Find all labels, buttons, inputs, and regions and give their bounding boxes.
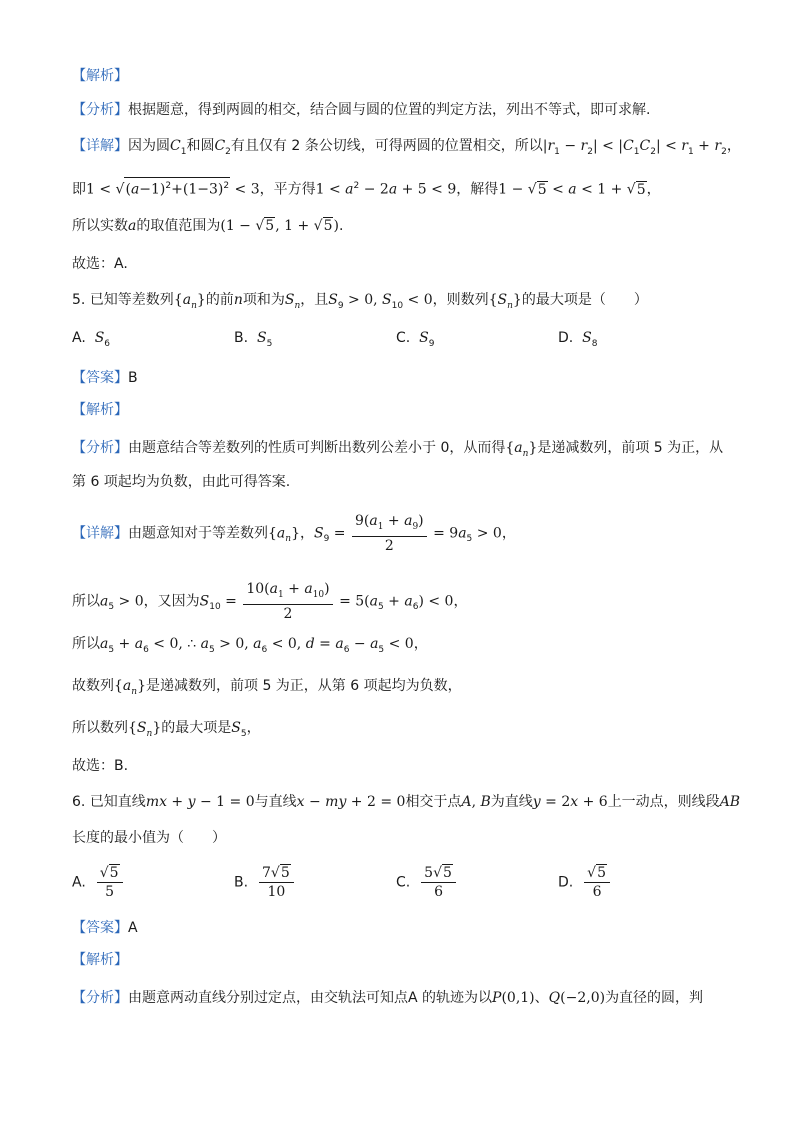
prev-answer: 故选：A.	[72, 256, 128, 272]
q5-detail-line2: 所以$a_5 > 0$，又因为$S_{10}$ = $\frac{10(a_1 + a_{10})}{2}$ = $5(a_5 + a_6) < 0$，	[72, 581, 468, 622]
prev-detail-line2: 即$1 < √(a-1)^2+(1-3)^2 < 3$，平方得$1 < a^2 - 2a + 5 < 9$，解得1 − √5 < a < 1 + √5，	[72, 176, 661, 200]
q5-option-a: A. $S_6$	[72, 330, 111, 349]
q5-stem: 5. 已知等差数列$\{a_n\}$的前n项和为$S_n$，且$S_9 > 0$, $S_{10} < 0$，则数列$\{S_n\}$的最大项是（ ）	[72, 292, 648, 311]
q5-option-d: D. $S_8$	[558, 330, 598, 349]
q6-analysis: 【分析】由题意两动直线分别过定点，由交轨法可知点A 的轨迹为以P(0,1)、Q(−2,0)为直径的圆，判	[72, 990, 704, 1006]
q5-detail-line4: 故数列$\{a_n\}$是递减数列，前项 5 为正，从第 6 项起均为负数，	[72, 678, 462, 697]
prev-detail-line3: 所以实数a的取值范围为(1 − √5, 1 + √5).	[72, 218, 344, 234]
q6-option-a: A. $\frac{√5}{5}$	[72, 864, 125, 901]
q5-detail-line1: 【详解】由题意知对于等差数列$\{a_n\}$，$S_9$ = $\frac{9(a_1 + a_9)}{2}$ = $9a_5 > 0$，	[72, 513, 516, 554]
q6-answer: 【答案】A	[72, 920, 138, 936]
q5-analysis-line1: 【分析】由题意结合等差数列的性质可判断出数列公差小于 0，从而得$\{a_n\}$是递减数列，前项 5 为正，从	[72, 440, 724, 459]
q5-options	[72, 330, 732, 370]
q6-option-c: C. $\frac{5√5}{6}$	[396, 864, 458, 901]
q5-answer: 【答案】B	[72, 370, 138, 386]
q5-option-b: B. $S_5$	[234, 330, 273, 349]
q6-option-d: D. $\frac{√5}{6}$	[558, 864, 612, 901]
q5-detail-line5: 所以数列$\{S_n\}$的最大项是$S_5$，	[72, 720, 261, 739]
q6-stem-line2: 长度的最小值为（ ）	[72, 830, 226, 846]
prev-analysis: 【分析】根据题意，得到两圆的相交，结合圆与圆的位置的判定方法，列出不等式，即可求解.	[72, 102, 651, 118]
q5-option-c: C. $S_9$	[396, 330, 435, 349]
q5-detail-line3: 所以$a_5 + a_6 < 0$, ∴ $a_5 > 0$, $a_6 < 0$, $d = a_6 - a_5 < 0$，	[72, 636, 428, 655]
q6-stem-line1: 6. 已知直线mx + y − 1 = 0与直线x − my + 2 = 0相交于点A, B为直线y = 2x + 6上一动点，则线段AB	[72, 794, 741, 810]
q6-option-b: B. $\frac{7√5}{10}$	[234, 864, 296, 901]
q5-pick: 故选：B.	[72, 758, 129, 774]
q6-options	[72, 864, 732, 908]
q5-jiexi-heading: 【解析】	[72, 402, 128, 418]
q6-jiexi-heading: 【解析】	[72, 952, 128, 968]
q5-analysis-line2: 第 6 项起均为负数，由此可得答案.	[72, 474, 291, 490]
jiexi-heading: 【解析】	[72, 68, 128, 84]
prev-detail-line1: 【详解】因为圆$C_1$和圆$C_2$有且仅有 2 条公切线，可得两圆的位置相交，所以$|r_1 - r_2| < |C_1C_2| < r_1 + r_2$，	[72, 138, 741, 157]
